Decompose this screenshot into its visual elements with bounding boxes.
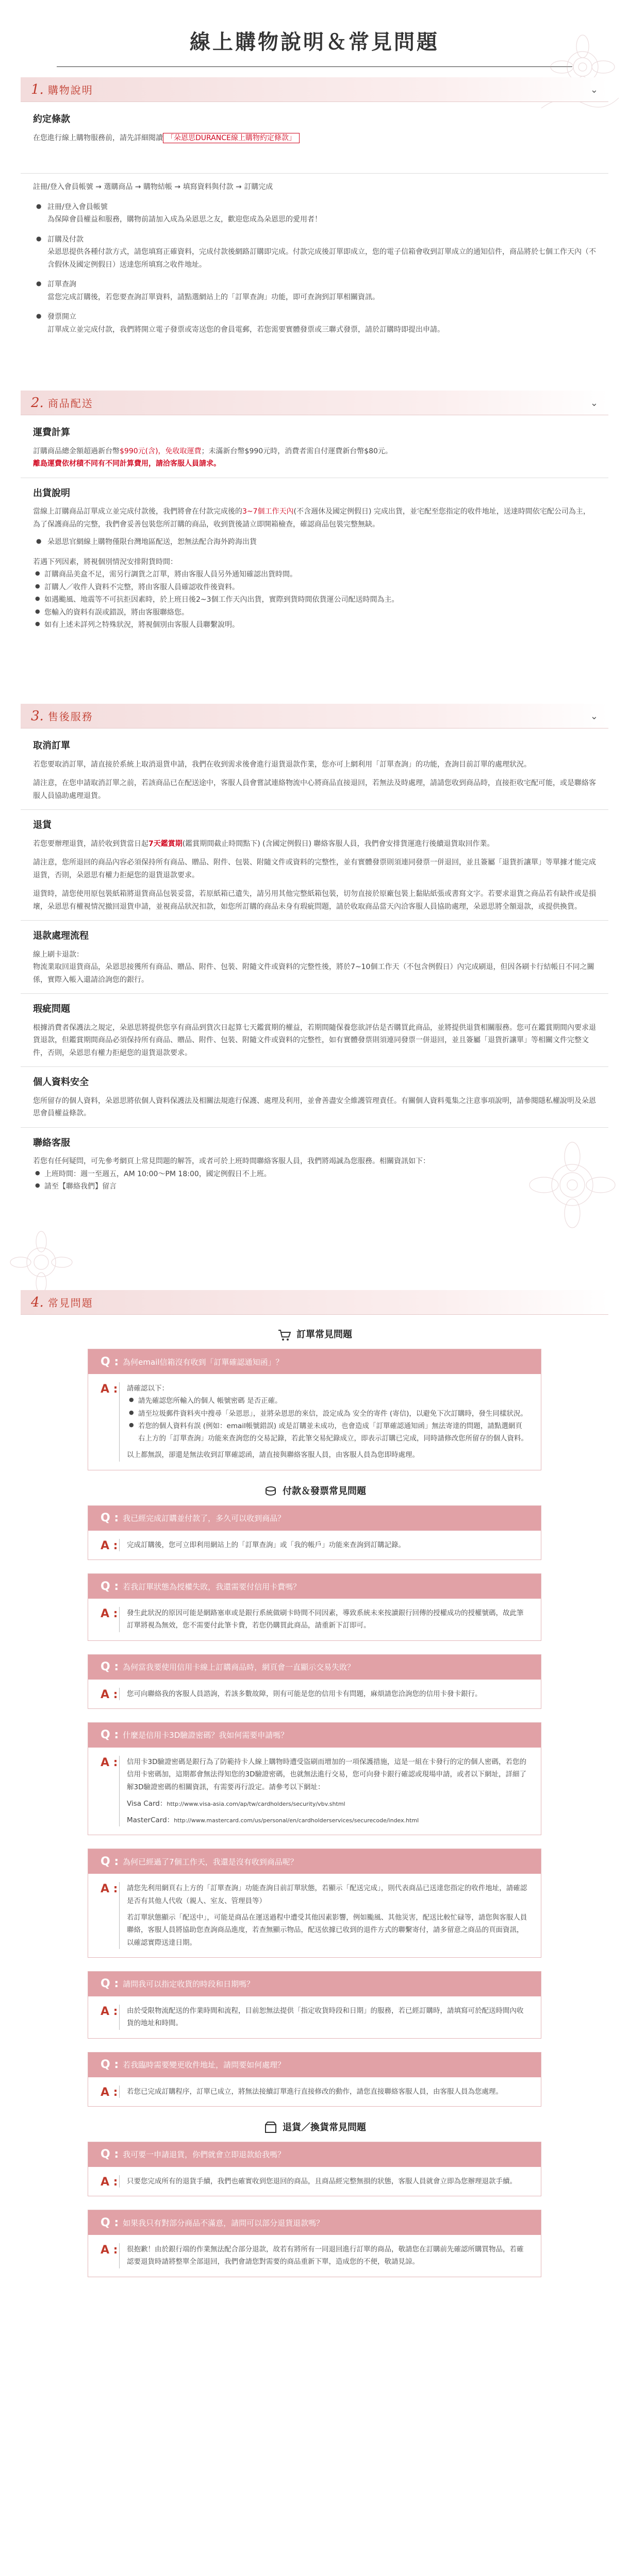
chevron-down-icon[interactable]: ⌄ [590,711,598,722]
faq-item [88,2210,541,2277]
faq-answer: A : 信用卡3D驗證密碼是銀行為了防範持卡人線上購物時遭受盜刷而增加的一項保護措施，這是一組在卡發行的定的個人密碼，若您的信用卡密碼加，這期都會無法得知您的3D驗證密碼，也就無法進行交易，您可向發卡銀行確認或現場申請，或者以下網址，詳細了解3D驗證密碼的相關資訊，有需要再行設定。請參考以下網址： Visa Card：http://www.visa-asia.com/ap/tw/cardholders/security/vbv.shtml MasterCard：http://www.mastercard.com/us/personal/en/cardholderservices/securecode/index.html [88,1748,541,1835]
heading-return: 退貨 [33,820,52,831]
divider [21,920,608,921]
list-item: ● 請至垃圾郵件資料夾中搜尋「朵恩思」，並將朵恩思的來信，設定成為 安全的寄件 (寄信)，以避免下次訂購時，發生同樣狀況。 [138,1408,528,1420]
section-title: 商品配送 [47,397,93,410]
return-text-1: 若您要辦理退貨，請於收到貨當日起7天鑑賞期(鑑賞期間截止時間點下) (含國定例假日) 聯絡客服人員，我們會安排貨運進行後續退貨取回作業。 [33,839,494,848]
flower-decoration-icon [521,1133,624,1236]
section-number: 3. [31,708,44,724]
divider [21,809,608,810]
faq-question[interactable]: Q : 若我臨時需要變更收件地址，請問要如何處理？ [88,2053,541,2077]
chevron-down-icon[interactable]: ⌄ [590,398,598,409]
shopping-steps [33,201,596,336]
divider [21,1066,608,1067]
faq-item [88,2142,541,2196]
faq-group-payment: 付款＆發票常見問題 [0,1484,629,1499]
faq-question[interactable]: Q : 什麼是信用卡3D驗證密碼？我如何需要申請嗎？ [88,1723,541,1748]
faq-item [88,1971,541,2039]
shipping-notice-list [33,536,596,549]
faq-item [88,1505,541,1560]
faq-question[interactable]: Q : 為何已經過了7個工作天，我還是沒有收到商品呢？ [88,1849,541,1874]
delay-list [33,568,596,632]
title-divider [57,66,572,67]
list-item: ● 註冊/登入會員帳號 為保障會員權益和服務，購物前請加入成為朵恩思之友，歡迎您成為朵恩思的愛用者！ [47,201,596,226]
heading-contact: 聯絡客服 [33,1137,70,1148]
heading-defect: 瑕疵問題 [33,1004,70,1014]
shipping-text: 當線上訂購商品訂單成立並完成付款後，我們將會在付款完成後的3~7個工作天內(不含週休及國定例假日) 完成出貨，並宅配至您指定的收件地址，送達時間依宅配公司為主，為了保護商品的完整，我們會妥善包裝您所訂購的商品，收到貨後請立即開箱檢查，確認商品包裝完整無缺。 [33,507,590,529]
return-box-icon [263,2120,278,2136]
faq-item [88,1349,541,1470]
delay-intro: 若遇下列因素，將視個別情況安排附貨時間： [33,557,177,566]
divider [21,1127,608,1128]
privacy-text: 您所留存的個人資料，朵恩思將依個人資料保護法及相關法規進行保護、處理及利用，並會善盡安全維護管理責任。有關個人資料蒐集之注意事項說明，請參閱隱私權說明及朵恩思會員權益條款。 [33,1096,596,1117]
faq-question[interactable]: Q : 若我訂單狀態為授權失敗，我還需要付信用卡費嗎？ [88,1574,541,1599]
cancel-text-2: 請注意，在您申請取消訂單之前，若該商品已在配送途中，客服人員會嘗試連絡物流中心將商品直接退回，若無法及時處理，請請您收到商品時，直接拒收宅配可能，或是聯絡客服人員協助處理退貨。 [33,779,596,800]
contact-text: 若您有任何疑問，可先參考網頁上常見問題的解答，或者可於上班時間聯絡客服人員，我們將竭誠為您服務。相關資訊如下： [33,1157,430,1165]
faq-question[interactable]: Q : 為何email信箱沒有收到「訂單確認通知函」？ [88,1349,541,1374]
list-item: ● 如有上述未詳列之特殊狀況，將視個別由客服人員聯繫說明。 [44,619,596,632]
agreement-text: 在您進行線上購物服務前，請先詳細閱讀 「朵恩思DURANCE線上購物約定條款」 [33,132,596,145]
faq-group-orders: 訂單常見問題 [0,1327,629,1343]
section-shopping-header[interactable] [21,77,608,102]
divider [21,173,608,174]
faq-item [88,1654,541,1709]
heading-shipping-fee: 運費計算 [33,427,70,438]
defect-text: 根據消費者保護法之規定，朵恩思將提供您享有商品到貨次日起算七天鑑賞期的權益，若期間隨保養您欲評估是否購買此商品，並將提供退貨相關服務。您可在鑑賞期間內要求退貨退款，但鑑賞期間商品必須保持所有商品、贈品、附件、包裝、附隨文件或資料的完整性，如有實體發票則須連同發票一併退回，並且簽屬「退貨折讓單」等相關文件完整文件，否則，朵恩思有權力拒絕您的退貨退款要求。 [33,1023,596,1057]
heading-shipping: 出貨說明 [33,487,70,499]
contact-list [33,1168,596,1193]
faq-item [88,2052,541,2107]
faq-answer: A : 只要您完成所有的退貨手續，我們也確實收到您退回的商品，且商品經完整無損的狀態，客服人員就會立即為您辦理退款手續。 [88,2167,541,2196]
faq-question[interactable]: Q : 如果我只有對部分商品不滿意，請問可以部分退貨退款嗎？ [88,2210,541,2235]
list-item: ● 訂購及付款 朵恩思提供各種付款方式，請您填寫正確資料，完成付款後網路訂購即完成。付款完成後訂單即成立，您的電子信箱會收到訂單成立的通知信件，商品將於七個工作天內（不含假休及國定例假日）送達您所填寫之收件地址。 [47,233,596,272]
list-item: ● 若您的個人資料有誤 (例如：email帳號錯誤) 或是訂購並未成功，也會造成「訂單確認通知函」無法寄達的問題，請點選網頁右上方的「訂單查詢」功能來查詢您的交易記錄，若此筆交易紀錄成立，即表示訂購已完成，同時請修改您所留存的個人資料。 [138,1420,528,1445]
list-item[interactable]: ● 請至【聯絡我們】留言 [44,1180,596,1193]
list-item: ● 訂單查詢 當您完成訂購後，若您要查詢訂單資料，請點選網站上的「訂單查詢」功能，即可查詢到訂單相關資訊。 [47,278,596,303]
faq-item [88,1849,541,1957]
faq-item [88,1722,541,1835]
chevron-down-icon[interactable]: ⌄ [590,84,598,95]
list-item: ● 如遇颱風、地震等不可抗拒因素時，於上班日後2~3個工作天內出貨，實際到貨時間依貨運公司配送時間為主。 [44,594,596,606]
faq-question[interactable]: Q : 為何當我要使用信用卡線上訂購商品時，網頁會一直顯示交易失敗？ [88,1655,541,1680]
coins-icon [263,1484,278,1499]
list-item: ● 朵恩思官網線上購物僅限台灣地區配送，恕無法配合海外跨海出貨 [47,536,596,549]
agreement-link[interactable]: 「朵恩思DURANCE線上購物約定條款」 [163,133,300,143]
faq-answer: A : 由於受限物流配送的作業時間和流程，目前恕無法提供「指定收貨時段和日期」的服務，若已經訂購時，請填寫可於配送時間內收貨的地址和時間。 [88,1996,541,2038]
divider [21,993,608,994]
heading-cancel: 取消訂單 [33,740,70,751]
faq-answer: A : 請確認以下： ● 請先確認您所輸入的個人 帳號密碼 是否正確。 ● 請至垃圾郵件資料夾中搜尋「朵恩思」，並將朵恩思的來信，設定成為 安全的寄件 (寄信)，以避免下次訂購時，發生同樣狀況。 ● 若您的個人資料有誤 (例如：email帳號錯誤) 或是訂購並未成功，也會造成「訂單確認通知函」無法寄達的問題，請點選網頁右上方的「訂單查詢」功能來查詢您的交易記錄，若此筆交易紀錄成立，即表示訂購已完成，同時請修改您所留存的個人資料。 以上都無誤，卻還是無法收到訂單確認函，請直接與聯絡客服人員，由客服人員為您即時處理。 [88,1374,541,1470]
list-item: ● 請先確認您所輸入的個人 帳號密碼 是否正確。 [138,1395,528,1407]
heading-agreement: 約定條款 [33,114,70,125]
flower-decoration-icon [5,1226,77,1298]
faq-group-returns: 退貨／換貨常見問題 [0,2120,629,2136]
faq-answer: A : 若您已完成訂購程序，訂單已成立，將無法接續訂單進行直接修改的動作，請您直接聯絡客服人員，由客服人員為您處理。 [88,2077,541,2106]
list-item: ● 上班時間：週一至週五，AM 10:00～PM 18:00，國定例假日不上班。 [44,1168,596,1181]
faq-item [88,1573,541,1641]
section-shopping-body [21,102,608,391]
return-text-2: 請注意，您所退回的商品內容必須保持所有商品、贈品、附件、包裝、附隨文件或資料的完整性，並有實體發票則須連同發票一併退回，並且簽屬「退貨折讓單」等單據才能完成退貨，否則，朵恩思有權力拒絕您的退貨退款要求。 [33,858,596,879]
shopping-flow: 註冊/登入會員帳號 → 選購商品 → 購物結帳 → 填寫資料與付款 → 訂購完成 [33,183,273,191]
page-title: 線上購物說明＆常見問題 [190,30,439,54]
heading-refund-process: 退款處理流程 [33,930,89,941]
heading-privacy: 個人資料安全 [33,1077,89,1088]
faq-question[interactable]: Q : 我已經完成訂購並付款了，多久可以收到商品？ [88,1506,541,1531]
list-item: ● 訂購商品美盒不足，需另行調貨之訂單，將由客服人員另外通知確認出貨時間。 [44,568,596,581]
list-item: ● 訂購人／收件人資料不完整，將由客服人員確認收件後資料。 [44,581,596,594]
faq-answer: A : 請您先利用網頁右上方的「訂單查詢」功能查詢目前訂單狀態，若顯示「配送完成」，則代表商品已送達您指定的收件地址，請確認是否有其他人代收（親人、室友、管理員等） 若訂單狀態顯示「配送中」，可能是商品在運送過程中遭受其他因素影響，例如颱風、其他災害，配送比較忙碌等，請您與客服人員聯絡，客服人員將協助您查詢商品進度，若查無顯示物品，配送依據已收到的退件方式的聯繫寄付，請多留意之商品的頁面資訊，以確認實際送達日期。 [88,1874,541,1957]
faq-question[interactable]: Q : 我可要一申請退貨，你們就會立即退款給我嗎？ [88,2142,541,2167]
cart-icon [277,1327,292,1343]
section-title: 購物說明 [47,84,93,96]
section-number: 4. [31,1294,44,1310]
section-title: 常見問題 [47,1297,93,1309]
visa-link[interactable]: http://www.visa-asia.com/ap/tw/cardholders/security/vbv.shtml [167,1800,345,1807]
shipping-fee-text: 訂購商品總金額超過新台幣$990元(含)，免收取運費；未滿新台幣$990元時，消費者需自付運費新台幣$80元。 離島運費依材積不同有不同計算費用，請洽客服人員請求。 [33,447,392,468]
return-text-3: 退貨時，請您使用原包裝紙箱將退貨商品包裝妥當，若原紙箱已遺失，請另用其他完整紙箱包裝，切勿直接於原廠包裝上黏貼紙張或書寫文字。若要求退貨之商品若有缺件或是損壞，朵恩思有權視情況撤回退貨申請，並視商品狀況扣款，如您所訂購的商品未身有瑕疵問題，請於收取商品當天內洽客服人員協助處理，朵恩思將全額退款，或提供換貨。 [33,890,596,911]
faq-question[interactable]: Q : 請問我可以指定收貨的時段和日期嗎？ [88,1972,541,1996]
faq-answer: A : 發生此狀況的原因可能是網路塞車或是銀行系統做刷卡時間不同因素，導致系統未來按讀銀行回傳的授權成功的授權號碼，故此筆訂單將視為無效，您不需要付此筆卡費，若您仍購買此商品，請重新下訂即可。 [88,1599,541,1640]
section-number: 2. [31,395,44,411]
cancel-text-1: 若您要取消訂單，請直接於系統上取消退貨申請，我們在收到需求後會進行退貨退款作業，您亦可上網利用「訂單查詢」的功能，查詢目前訂單的處理狀況。 [33,760,531,769]
section-aftersales-header[interactable] [21,704,608,728]
section-faq-header[interactable] [21,1290,608,1315]
list-item: ● 您輸入的資料有誤或錯誤，將由客服聯絡您。 [44,606,596,619]
faq-answer: A : 很抱歉！由於銀行端的作業無法配合部分退款，故若有將所有一同退回進行訂單的商品，敬請您在訂購前先確認所購買物品，若確認要退貨時請將整單全部退回，我們會請您對需要的商品重新下單，造成您的不便，敬請見諒。 [88,2235,541,2277]
section-delivery-body [21,415,608,704]
section-title: 售後服務 [47,710,93,723]
list-item: ● 發票開立 訂單成立並完成付款，我們將開立電子發票或寄送您的會員電郵，若您需要實體發票或三聯式發票，請於訂購時即提出申請。 [47,311,596,336]
refund-process-text: 線上刷卡退款： 物流業取回退貨商品，朵恩思接獲所有商品、贈品、附件、包裝、附隨文件或資料的完整性後，將於7~10個工作天（不包含例假日）內完成刷退，但因各刷卡行結帳日不同之關係，實際入帳入還請洽詢您的銀行。 [33,950,594,984]
mastercard-link[interactable]: http://www.mastercard.com/us/personal/en/cardholderservices/securecode/index.html [174,1817,419,1824]
section-number: 1. [31,81,44,97]
faq-answer: A : 完成訂購後，您可立即利用網站上的「訂單查詢」或「我的帳戶」功能來查詢到訂購記錄。 [88,1531,541,1560]
faq-answer: A : 您可向聯絡我的客服人員諮詢，若該多數故障，則有可能是您的信用卡有問題，麻煩請您洽詢您的信用卡發卡銀行。 [88,1680,541,1708]
section-aftersales-body [21,728,608,1290]
section-delivery-header[interactable] [21,391,608,415]
